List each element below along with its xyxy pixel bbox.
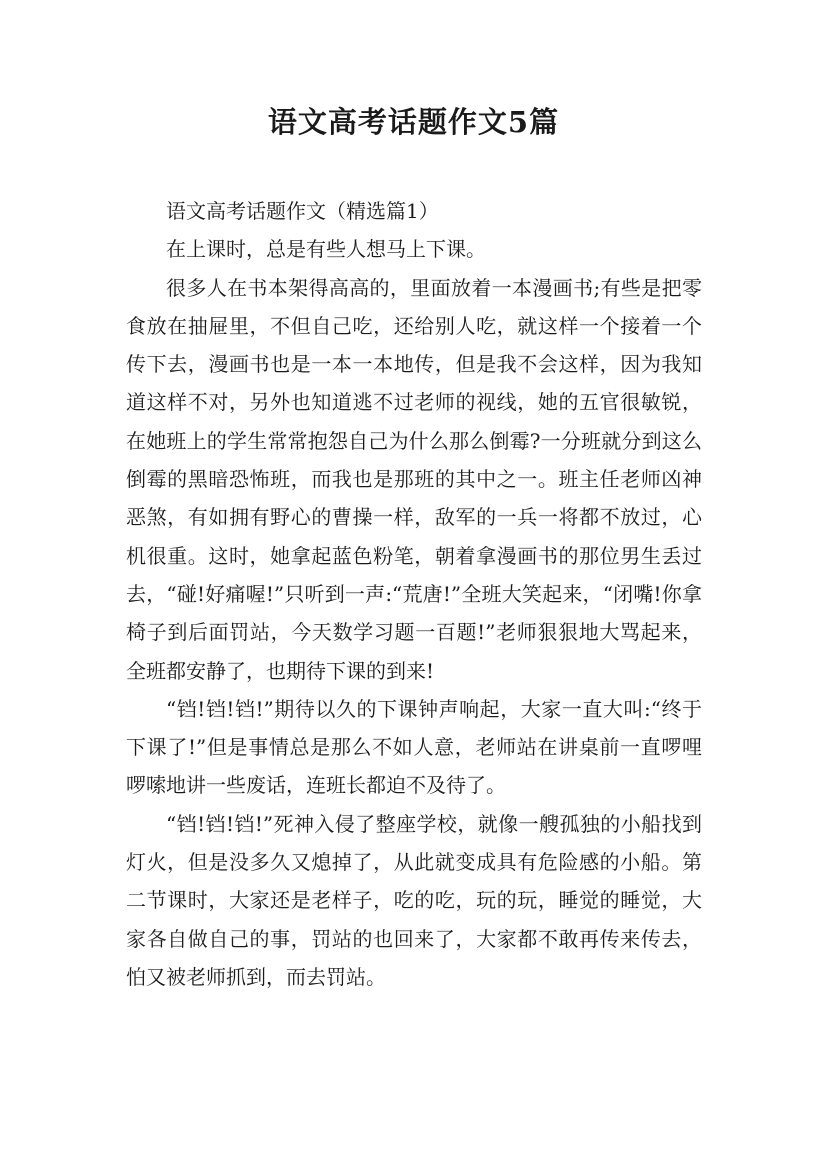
paragraph: 在上课时，总是有些人想马上下课。 [166,237,486,262]
paragraph: 很多人在书本架得高高的，里面放着一本漫画书;有些是把零食放在抽屉里，不但自己吃，还给别人吃，就这样一个接着一个传下去，漫画书也是一本一本地传，但是我不会这样，因为我知道这样不对，另外也知道逃不过老师的视线，她的五官很敏锐，在她班上的学生常常抱怨自己为什么那么倒霉?一分班就分到这么倒霉的黑暗恐怖班，而我也是那班的其中之一。班主任老师凶神恶煞，有如拥有野心的曹操一样，敌军的一兵一将都不放过，心机很重。这时，她拿起蓝色粉笔，朝着拿漫画书的那位男生丢过去，“碰!好痛喔!”只听到一声:“荒唐!”全班大笑起来，“闭嘴!你拿椅子到后面罚站，今天数学习题一百题!”老师狠狠地大骂起来，全班都安静了，也期待下课的到来! [126,275,702,683]
section-heading: 语文高考话题作文（精选篇1） [166,199,439,223]
document-title: 语文高考话题作文5篇 [267,105,560,139]
paragraph: “铛!铛!铛!”死神入侵了整座学校，就像一艘孤独的小船找到灯火，但是没多久又熄掉了，从此就变成具有危险感的小船。第二节课时，大家还是老样子，吃的吃，玩的玩，睡觉的睡觉，大家各自做自己的事，罚站的也回来了，大家都不敢再传来传去，怕又被老师抓到，而去罚站。 [126,811,702,989]
document-body [126,192,702,996]
paragraph: “铛!铛!铛!”期待以久的下课钟声响起，大家一直大叫:“终于下课了!”但是事情总是那么不如人意，老师站在讲桌前一直啰哩啰嗦地讲一些废话，连班长都迫不及待了。 [126,696,702,798]
